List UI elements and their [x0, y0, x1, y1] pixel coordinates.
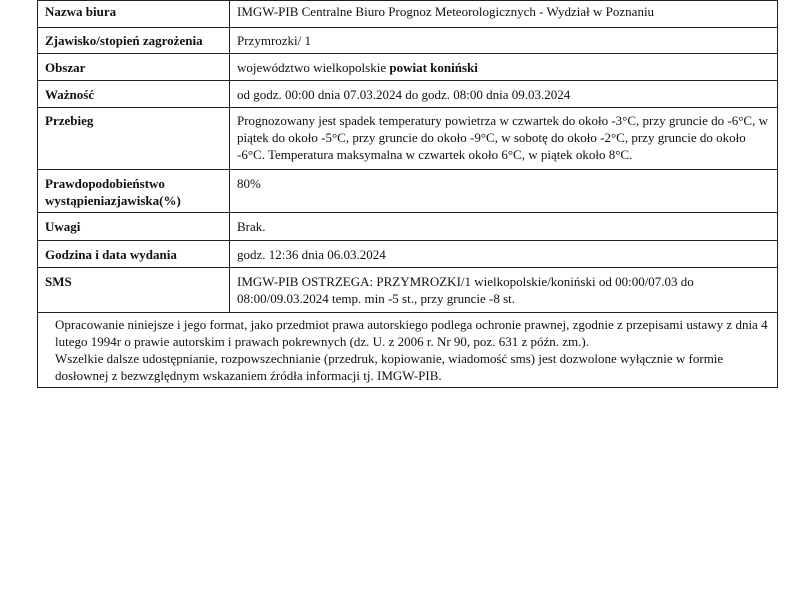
- row-notes: [38, 213, 778, 241]
- notes-label: Uwagi: [38, 213, 230, 241]
- course-label: Przebieg: [38, 108, 230, 170]
- notes-value: Brak.: [230, 213, 778, 241]
- row-validity: [38, 81, 778, 108]
- sms-label: SMS: [38, 268, 230, 313]
- row-course: [38, 108, 778, 170]
- row-issued: [38, 241, 778, 268]
- office-value: IMGW-PIB Centralne Biuro Prognoz Meteorologicznych - Wydział w Poznaniu: [230, 1, 778, 28]
- row-probability: [38, 170, 778, 213]
- area-voivodeship: województwo wielkopolskie: [237, 60, 387, 75]
- sms-value: IMGW-PIB OSTRZEGA: PRZYMROZKI/1 wielkopolskie/koniński od 00:00/07.03 do 08:00/09.03.2024 temp. min -5 st., przy gruncie -8 st.: [230, 268, 778, 313]
- probability-label: Prawdopodobieństwo wystąpieniazjawiska(%): [38, 170, 230, 213]
- copyright-paragraph-1: Opracowanie niniejsze i jego format, jako przedmiot prawa autorskiego podlega ochronie prawnej, zgodnie z przepisami ustawy z dnia 4 lutego 1994r o prawie autorskim i prawach pokrewnych (dz. U. z 2006 r. Nr 90, poz. 631 z późn. zm.).: [55, 317, 768, 349]
- copyright-paragraph-2: Wszelkie dalsze udostępnianie, rozpowszechnianie (przedruk, kopiowanie, wiadomość sms) jest dozwolone wyłącznie w formie dosłownej z bezwzględnym wskazaniem źródła informacji tj. IMGW-PIB.: [55, 351, 724, 383]
- row-office: [38, 1, 778, 28]
- hazard-label: Zjawisko/stopień zagrożenia: [38, 28, 230, 54]
- row-area: [38, 54, 778, 81]
- issued-label: Godzina i data wydania: [38, 241, 230, 268]
- validity-value: od godz. 00:00 dnia 07.03.2024 do godz. 08:00 dnia 09.03.2024: [230, 81, 778, 108]
- hazard-value: Przymrozki/ 1: [230, 28, 778, 54]
- row-hazard: [38, 28, 778, 54]
- warning-table: [37, 0, 778, 388]
- row-sms: [38, 268, 778, 313]
- probability-value: 80%: [230, 170, 778, 213]
- area-county: powiat koniński: [389, 60, 478, 75]
- copyright-notice: [38, 313, 778, 388]
- validity-label: Ważność: [38, 81, 230, 108]
- issued-value: godz. 12:36 dnia 06.03.2024: [230, 241, 778, 268]
- office-label: Nazwa biura: [38, 1, 230, 28]
- course-value: Prognozowany jest spadek temperatury powietrza w czwartek do około -3°C, przy gruncie do -6°C, w piątek do około -5°C, przy gruncie do około -9°C, w sobotę do około -2°C, przy gruncie do około -6°C. Temperatura maksymalna w czwartek około 6°C, w piątek około 8°C.: [230, 108, 778, 170]
- area-value: [230, 54, 778, 81]
- area-label: Obszar: [38, 54, 230, 81]
- row-copyright: [38, 313, 778, 388]
